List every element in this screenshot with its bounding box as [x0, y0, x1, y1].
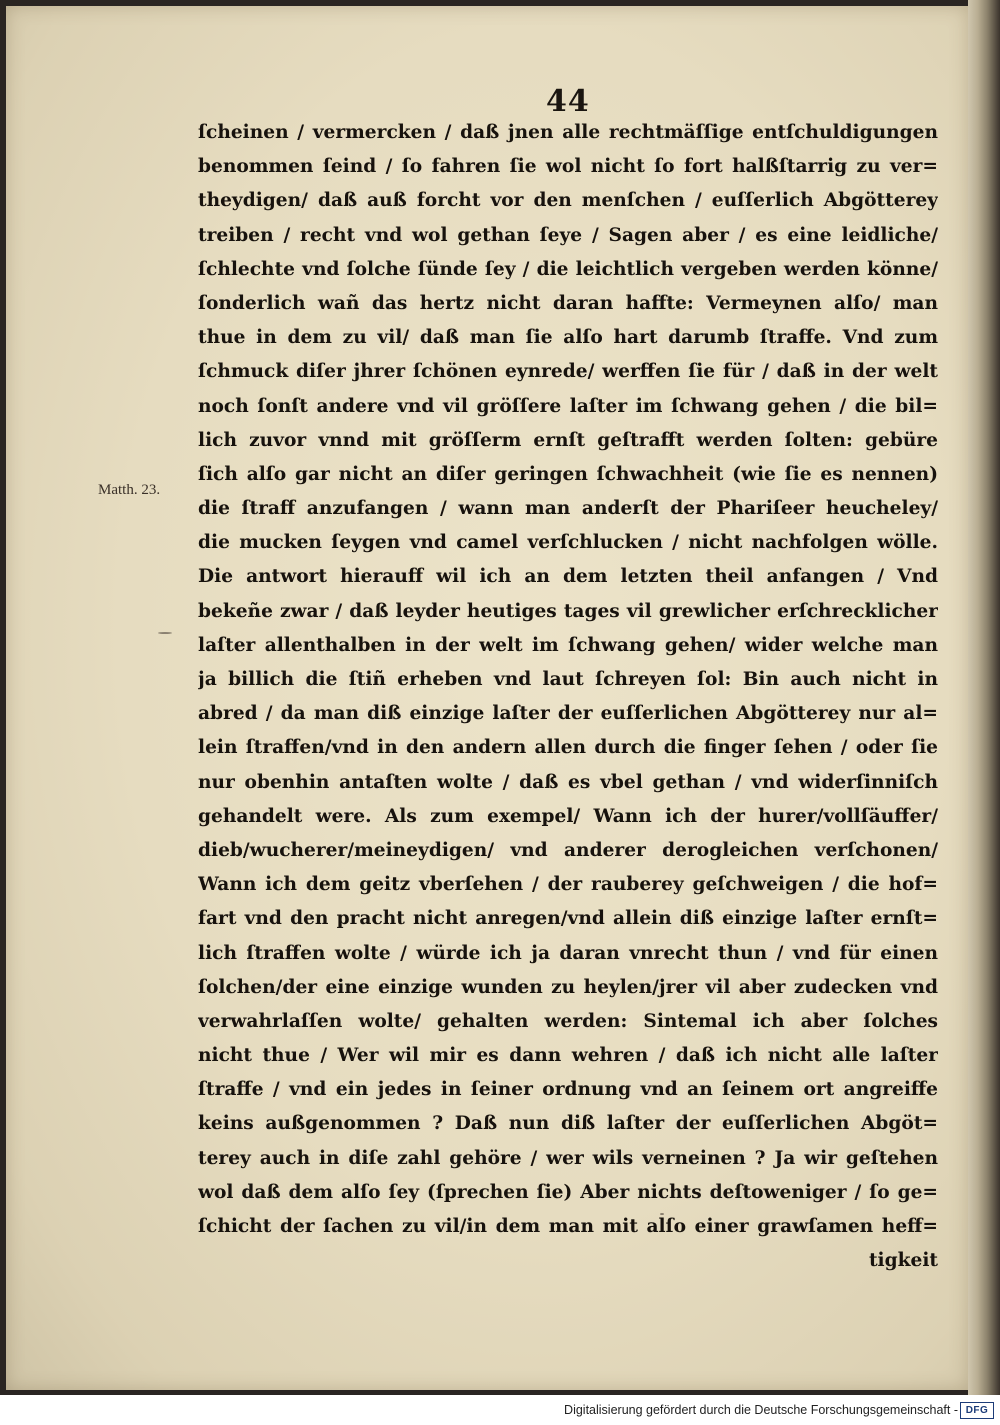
text-line: wol daß dem alſo ſey (ſprechen ſie) Aber nichts deſtoweniger / ſo ge= [198, 1181, 938, 1203]
text-line: die ſtraff anzufangen / wann man anderſt der Phariſeer heucheley/ [198, 498, 938, 520]
text-line: dieb/wucherer/meineydigen/ vnd anderer derogleichen verſchonen/ [198, 839, 938, 861]
text-line: ſchlechte vnd ſolche ſünde ſey / die leichtlich vergeben werden könne/ [198, 258, 938, 280]
text-line: ſolchen/der eine einzige wunden zu heylen/jrer vil aber zudecken vnd [198, 976, 938, 998]
text-line: noch ſonſt andere vnd vil gröſſere laſter im ſchwang gehen / die bil= [198, 395, 938, 417]
text-line: thue in dem zu vil/ daß man ſie alſo hart darumb ſtraffe. Vnd zum [198, 327, 938, 349]
footer-bar [0, 1395, 1000, 1425]
text-line: keins außgenommen ? Daß nun diß laſter der euſſerlichen Abgöt= [198, 1113, 938, 1135]
text-line: gehandelt were. Als zum exempel/ Wann ich der hurer/vollſäuffer/ [198, 805, 938, 827]
text-line: verwahrlaſſen wolte/ gehalten werden: Sintemal ich aber ſolches [198, 1010, 938, 1032]
text-line: ſonderlich wañ das hertz nicht daran haffte: Vermeynen alſo/ man [198, 292, 938, 314]
text-line: bekeñe zwar / daß leyder heutiges tages vil grewlicher erſchrecklicher [198, 600, 938, 622]
book-page-edge [968, 0, 1000, 1395]
text-line: terey auch in diſe zahl gehöre / wer wils verneinen ? Ja wir geſtehen [198, 1147, 938, 1169]
text-line: ſcheinen / vermercken / daß jnen alle rechtmäſſige entſchuldigungen [198, 122, 938, 143]
page-number: 44 [546, 84, 590, 119]
text-line: treiben / recht vnd wol gethan ſeye / Sagen aber / es eine leidliche/ [198, 224, 938, 246]
text-line: benommen ſeind / ſo fahren ſie wol nicht ſo fort halßſtarrig zu ver= [198, 156, 938, 178]
text-line: laſter allenthalben in der welt im ſchwang gehen/ wider welche man [198, 634, 938, 656]
text-line: lich ſtraffen wolte / würde ich ja daran vnrecht thun / vnd für einen [198, 942, 938, 964]
text-line: Die antwort hierauff wil ich an dem letzten theil anfangen / Vnd [198, 566, 938, 588]
text-line: nur obenhin antaſten wolte / daß es vbel gethan / vnd widerſinniſch [198, 771, 938, 793]
text-line: ſich alſo gar nicht an diſer geringen ſchwachheit (wie ſie es nennen) [198, 463, 938, 485]
text-line: lich zuvor vnnd mit gröſſerm ernſt geſtrafft werden ſolten: gebüre [198, 429, 938, 451]
text-line: ſchicht der ſachen zu vil/in dem man mit alſo einer grawſamen heff= [198, 1216, 938, 1237]
paper-speck [158, 632, 172, 634]
footer-credit: Digitalisierung gefördert durch die Deutsche Forschungsgemeinschaft - [564, 1403, 958, 1417]
text-line: tigkeit [868, 1250, 938, 1272]
text-line: ſchmuck diſer jhrer ſchönen eynrede/ werffen ſie für / daß in der welt [198, 361, 938, 383]
text-line: theydigen/ daß auß forcht vor den menſchen / euſſerlich Abgötterey [198, 190, 938, 212]
text-line: die mucken ſeygen vnd camel verſchlucken / nicht nachfolgen wölle. [198, 532, 938, 554]
text-line: lein ſtraffen/vnd in den andern allen durch die finger ſehen / oder ſie [198, 737, 938, 759]
text-line: fart vnd den pracht nicht anregen/vnd allein diß einzige laſter ernſt= [198, 908, 938, 930]
dfg-logo: DFG [960, 1402, 994, 1419]
text-line: ja billich die ſtiñ erheben vnd laut ſchreyen ſol: Bin auch nicht in [198, 669, 938, 690]
body-text [198, 116, 938, 1278]
paper-speck [660, 1213, 664, 1215]
margin-note: Matth. 23. [98, 482, 161, 498]
text-line: Wann ich dem geitz vberſehen / der rauberey geſchweigen / die hof= [198, 874, 938, 896]
text-line: ſtraffe / vnd ein jedes in ſeiner ordnung vnd an ſeinem ort angreiffe [198, 1079, 938, 1101]
text-line: nicht thue / Wer wil mir es dann wehren / daß ich nicht alle laſter [198, 1045, 938, 1067]
text-line: abred / da man diß einzige laſter der euſſerlichen Abgötterey nur al= [198, 703, 938, 725]
